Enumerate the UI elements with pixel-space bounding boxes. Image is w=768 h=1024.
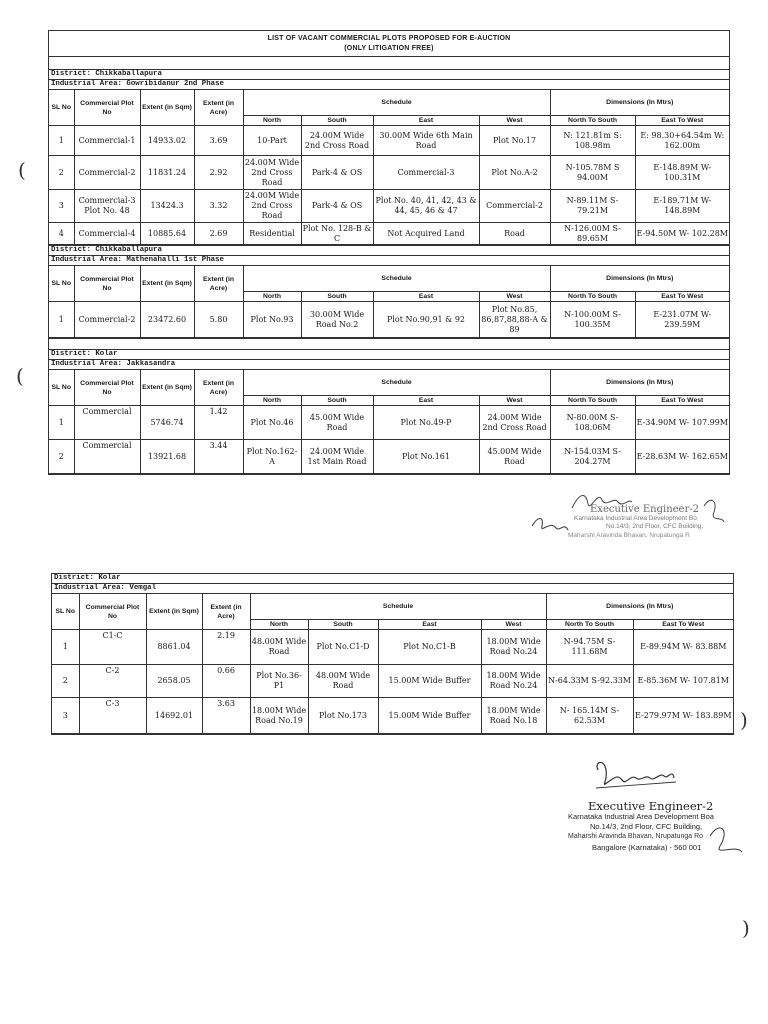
cell-north: 18.00M Wide Road No.19	[250, 698, 308, 734]
industrial-area-label: Industrial Area: Mathenahalli 1st Phase	[49, 255, 729, 265]
col-south: South	[308, 620, 378, 630]
cell-extent-acre: 3.63	[202, 698, 250, 734]
cell-extent-sqm: 5746.74	[140, 406, 194, 440]
cell-south: 30.00M Wide Road No.2	[301, 302, 373, 338]
cell-south: Plot No. 128-B & C	[302, 223, 372, 243]
cell-west: 18.00M Wide Road No.24	[481, 630, 546, 665]
cell-plot-no: Commercial	[74, 440, 140, 474]
col-extent-acre: Extent (in Acre)	[194, 90, 243, 126]
cell-extent-sqm: 8861.04	[146, 630, 202, 665]
cell-sl: 2	[52, 665, 79, 698]
cell-extent-sqm: 13921.68	[140, 440, 194, 474]
seal-org: Karnataka Industrial Area Development Boa	[568, 812, 714, 821]
cell-east: 30.00M Wide 6th Main Road	[373, 126, 479, 156]
cell-north-to-south: N-80.00M S- 108.06M	[550, 406, 635, 440]
cell-sl: 2	[49, 156, 74, 190]
cell-east-to-west: E-94.50M W- 102.28M	[635, 223, 729, 245]
col-east: East	[373, 116, 479, 126]
cell-south: 24.00M Wide 1st Main Road	[301, 440, 373, 474]
cell-extent-acre: 3.44	[194, 440, 243, 474]
col-north: North	[250, 620, 308, 630]
cell-sl: 1	[49, 302, 74, 338]
col-north-to-south: North To South	[550, 396, 635, 406]
col-dimensions: Dimensions (In Mtrs)	[550, 370, 729, 396]
table-row	[52, 665, 733, 698]
cell-sl: 3	[49, 190, 74, 223]
cell-north-to-south: N-94.75M S-111.68M	[546, 630, 633, 665]
col-east-to-west: East To West	[635, 396, 729, 406]
cell-sl: 2	[49, 440, 74, 474]
cell-east-to-west: E-279.97M W- 183.89M	[633, 698, 733, 734]
cell-extent-sqm: 23472.60	[140, 302, 194, 338]
cell-plot-no: Commercial-2	[74, 302, 140, 338]
cell-south: 45.00M Wide Road	[301, 406, 373, 440]
col-east-to-west: East To West	[633, 620, 733, 630]
col-east: East	[373, 396, 479, 406]
cell-north-to-south: N: 121.81m S: 108.98m	[550, 126, 635, 156]
cell-sl: 1	[49, 126, 74, 156]
cell-north-to-south: N-89.11M S- 79.21M	[550, 190, 635, 223]
cell-plot-no: C-3	[79, 698, 146, 734]
cell-north: 10-Part	[243, 126, 301, 156]
table-row	[49, 190, 729, 223]
executive-engineer-seal-small	[528, 486, 728, 546]
cell-east: 15.00M Wide Buffer	[378, 665, 481, 698]
seal-org: Karnataka Industrial Area Development Bo	[574, 515, 697, 522]
industrial-area-label: Industrial Area: Gowribidanur 2nd Phase	[49, 79, 729, 89]
seal-line-3: Bangalore (Karnataka) - 560 001	[592, 843, 702, 852]
cell-north-to-south: N-105.78M S 94.00M	[550, 156, 635, 190]
cell-east: Not Acquired Land	[373, 223, 479, 245]
cell-north: 24.00M Wide 2nd Cross Road	[243, 156, 301, 190]
cell-sl: 1	[52, 630, 79, 665]
col-extent-sqm: Extent (in Sqm)	[140, 266, 194, 302]
seal-line-2: Maharshi Aravinda Bhavan, Nrupatunga R	[568, 532, 690, 539]
cell-sl: 1	[49, 406, 74, 440]
cell-south: Plot No.173	[308, 698, 378, 734]
cell-north-to-south: N-126.00M S- 89.65M	[550, 223, 635, 245]
cell-west: Plot No.85, 86,87,88,88-A & 89	[479, 302, 550, 338]
plots-table-mathenahalli	[49, 265, 729, 338]
listing-block-2	[51, 573, 734, 735]
plots-table-jakkasandra	[49, 369, 729, 474]
district-label: District: Kolar	[49, 349, 729, 359]
cell-north-to-south: N-154.03M S- 204.27M	[550, 440, 635, 474]
cell-east-to-west: E-89.94M W- 83.88M	[633, 630, 733, 665]
cell-extent-acre: 3.69	[194, 126, 243, 156]
table-row	[49, 302, 729, 338]
cell-extent-acre: 0.66	[202, 665, 250, 698]
cell-west: 18.00M Wide Road No.24	[481, 665, 546, 698]
cell-east-to-west: E-34.90M W- 107.99M	[635, 406, 729, 440]
cell-west: 45.00M Wide Road	[479, 440, 550, 474]
margin-mark: )	[740, 708, 748, 732]
cell-north: Residential	[243, 223, 301, 245]
table-row	[49, 223, 729, 245]
col-south: South	[301, 116, 373, 126]
table-row	[49, 156, 729, 190]
col-schedule: Schedule	[250, 594, 546, 620]
cell-plot-no: Commercial-4	[74, 223, 140, 245]
col-plot-no: Commercial Plot No	[79, 594, 146, 630]
cell-extent-acre: 2.92	[194, 156, 243, 190]
table-row	[49, 406, 729, 440]
cell-west: Plot No.A-2	[479, 156, 550, 190]
col-west: West	[479, 116, 550, 126]
cell-plot-no: Commercial	[74, 406, 140, 440]
cell-north-to-south: N-64.33M S-92.33M	[546, 665, 633, 698]
district-label: District: Chikkaballapura	[49, 245, 729, 255]
col-south: South	[301, 396, 373, 406]
col-sl: SL No	[49, 266, 74, 302]
industrial-area-label: Industrial Area: Vemgal	[52, 583, 733, 593]
col-schedule: Schedule	[243, 370, 550, 396]
cell-extent-sqm: 10885.64	[140, 223, 194, 245]
cell-north-to-south: N- 165.14M S-62.53M	[546, 698, 633, 734]
col-north: North	[243, 116, 301, 126]
cell-west: Commercial-2	[479, 190, 550, 223]
col-north: North	[243, 396, 301, 406]
cell-plot-no: Commercial-3 Plot No. 48	[74, 190, 140, 223]
col-sl: SL No	[49, 370, 74, 406]
cell-plot-no: Commercial-2	[74, 156, 140, 190]
table-row	[52, 630, 733, 665]
cell-north: 48.00M Wide Road	[250, 630, 308, 665]
cell-east: Plot No.49-P	[373, 406, 479, 440]
col-dimensions: Dimensions (In Mtrs)	[546, 594, 733, 620]
executive-engineer-seal	[560, 760, 760, 870]
cell-south: Park-4 & OS	[301, 156, 373, 190]
industrial-area-label: Industrial Area: Jakkasandra	[49, 359, 729, 369]
col-west: West	[481, 620, 546, 630]
cell-north: Plot No.36- P1	[250, 665, 308, 698]
cell-east-to-west: E-189.71M W- 148.89M	[635, 190, 729, 223]
cell-east: Plot No.C1-B	[378, 630, 481, 665]
col-sl: SL No	[49, 90, 74, 126]
cell-west: 18.00M Wide Road No.18	[481, 698, 546, 734]
title-line-1: LIST OF VACANT COMMERCIAL PLOTS PROPOSED FOR E-AUCTION	[267, 35, 511, 42]
col-east-to-west: East To West	[635, 116, 729, 126]
cell-extent-sqm: 14933.02	[140, 126, 194, 156]
cell-east-to-west: E-85.36M W- 107.81M	[633, 665, 733, 698]
cell-extent-acre: 5.80	[194, 302, 243, 338]
seal-line-2: Maharshi Aravinda Bhavan, Nrupatunga Ro	[568, 833, 704, 840]
plots-table-gowribidanur	[49, 89, 729, 245]
table-row	[49, 440, 729, 474]
cell-extent-sqm: 13424.3	[140, 190, 194, 223]
table-row	[52, 698, 733, 734]
col-east-to-west: East To West	[635, 292, 729, 302]
col-schedule: Schedule	[243, 266, 550, 292]
col-plot-no: Commercial Plot No	[74, 370, 140, 406]
col-west: West	[479, 396, 550, 406]
col-extent-acre: Extent (in Acre)	[194, 370, 243, 406]
col-east: East	[378, 620, 481, 630]
col-extent-sqm: Extent (in Sqm)	[146, 594, 202, 630]
col-schedule: Schedule	[243, 90, 550, 116]
margin-mark: (	[16, 364, 24, 388]
cell-south: 48.00M Wide Road	[308, 665, 378, 698]
district-label: District: Chikkaballapura	[49, 69, 729, 79]
cell-extent-acre: 1.42	[194, 406, 243, 440]
listing-block-1	[48, 30, 730, 475]
margin-mark: (	[18, 158, 26, 182]
col-extent-sqm: Extent (in Sqm)	[140, 370, 194, 406]
col-north-to-south: North To South	[550, 116, 635, 126]
cell-sl: 3	[52, 698, 79, 734]
district-label: District: Kolar	[54, 574, 121, 582]
col-plot-no: Commercial Plot No	[74, 90, 140, 126]
title-line-2: (ONLY LITIGATION FREE)	[344, 45, 434, 52]
cell-south: Park-4 & OS	[301, 190, 373, 223]
cell-north: Plot No.46	[243, 406, 301, 440]
cell-north: Plot No.162- A	[243, 440, 301, 474]
cell-extent-sqm: 11831.24	[140, 156, 194, 190]
page-title	[49, 31, 729, 56]
seal-title: Executive Engineer-2	[588, 799, 714, 813]
cell-west: Plot No.17	[479, 126, 550, 156]
cell-extent-acre: 2.19	[202, 630, 250, 665]
cell-north-to-south: N-100.00M S-100.35M	[550, 302, 635, 338]
cell-sl: 4	[49, 223, 74, 245]
col-dimensions: Dimensions (In Mtrs)	[550, 90, 729, 116]
cell-east: Commercial-3	[373, 156, 479, 190]
cell-plot-no: Commercial-1	[74, 126, 140, 156]
col-extent-acre: Extent (in Acre)	[202, 594, 250, 630]
cell-extent-sqm: 14692.01	[146, 698, 202, 734]
seal-line-1: No.14/3, 2nd Floor, CFC Building,	[606, 523, 704, 530]
col-east: East	[373, 292, 479, 302]
cell-plot-no: C-2	[79, 665, 146, 698]
cell-extent-sqm: 2658.05	[146, 665, 202, 698]
cell-south: 24.00M Wide 2nd Cross Road	[301, 126, 373, 156]
cell-east: Plot No.161	[373, 440, 479, 474]
plots-table-vemgal	[52, 593, 733, 734]
cell-east: Plot No.90,91 & 92	[373, 302, 479, 338]
table-row	[49, 126, 729, 156]
col-extent-acre: Extent (in Acre)	[194, 266, 243, 302]
cell-north: Plot No.93	[243, 302, 301, 338]
col-extent-sqm: Extent (in Sqm)	[140, 90, 194, 126]
col-sl: SL No	[52, 594, 79, 630]
cell-west: Road	[479, 223, 550, 245]
col-south: South	[301, 292, 373, 302]
col-north: North	[243, 292, 301, 302]
cell-extent-acre: 3.32	[194, 190, 243, 223]
cell-east: 15.00M Wide Buffer	[378, 698, 481, 734]
cell-east-to-west: E-231.07M W-239.59M	[635, 302, 729, 338]
col-west: West	[479, 292, 550, 302]
cell-extent-acre: 2.69	[194, 223, 243, 245]
col-north-to-south: North To South	[550, 292, 635, 302]
col-north-to-south: North To South	[546, 620, 633, 630]
cell-plot-no: C1-C	[79, 630, 146, 665]
cell-east-to-west: E-148.89M W- 100.31M	[635, 156, 729, 190]
margin-mark: )	[742, 916, 750, 940]
cell-west: 24.00M Wide 2nd Cross Road	[479, 406, 550, 440]
cell-south: Plot No.C1-D	[308, 630, 378, 665]
cell-east-to-west: E: 98.30+64.54m W: 162.00m	[635, 126, 729, 156]
cell-east-to-west: E-28.63M W- 162.65M	[635, 440, 729, 474]
col-plot-no: Commercial Plot No	[74, 266, 140, 302]
col-dimensions: Dimensions (In Mtrs)	[550, 266, 729, 292]
cell-east: Plot No. 40, 41, 42, 43 & 44, 45, 46 & 47	[373, 190, 479, 223]
cell-north: 24.00M Wide 2nd Cross Road	[243, 190, 301, 223]
seal-line-1: No.14/3, 2nd Floor, CFC Building,	[590, 822, 703, 831]
seal-title: Executive Engineer-2	[590, 504, 699, 515]
